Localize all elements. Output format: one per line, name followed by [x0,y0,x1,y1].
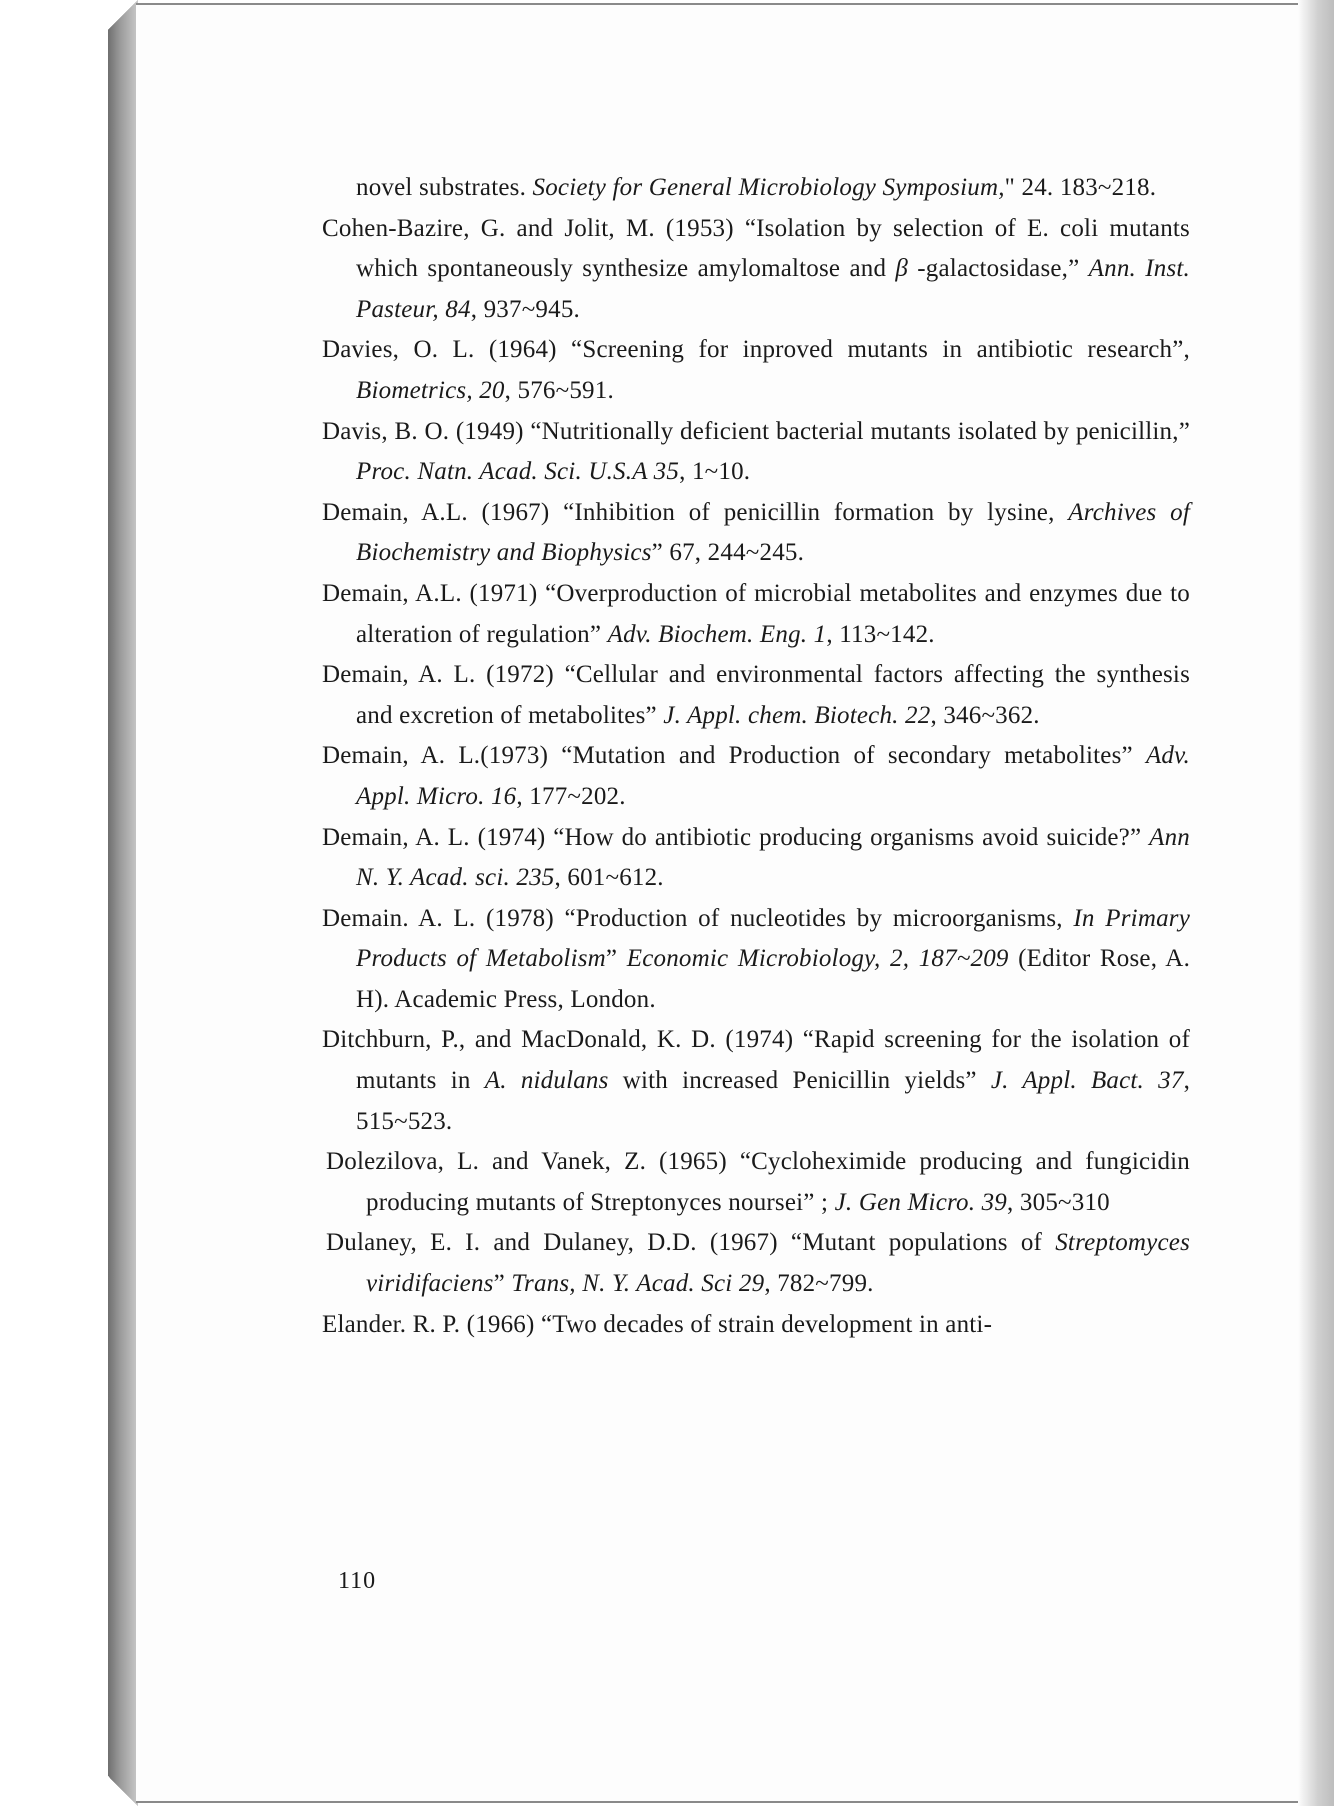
reference-text: , 113~142. [826,620,935,648]
reference-text: , 346~362. [930,701,1040,729]
reference-entry [322,168,1190,209]
book-edge [108,0,138,1806]
reference-list [322,168,1190,1345]
reference-italic-text: J. Appl. Bact. 37 [990,1067,1184,1095]
reference-text: Demain. A. L. (1978) “Production of nucleotides by microorganisms, [322,904,1074,932]
reference-italic-text: J. Gen Micro. 39 [834,1188,1008,1216]
page-shadow [1298,0,1334,1806]
reference-text: , 782~799. [764,1270,874,1298]
reference-italic-text: Proc. Natn. Acad. Sci. U.S.A 35 [356,458,680,486]
reference-text: , 1~10. [679,458,751,486]
reference-entry [322,574,1190,655]
reference-text: , 937~945. [470,295,580,323]
reference-text: Demain, A. L. (1972) “Cellular and environmental factors affecting the synthesis and excretion of metabolites” [322,661,1190,729]
reference-text: ” 67, 244~245. [651,539,805,567]
reference-italic-text: Economic Microbiology, 2, 187~209 [626,945,1009,973]
reference-italic-text: Adv. Appl. Micro. 16 [356,742,1190,810]
reference-entry [322,412,1190,493]
reference-text: Demain, A.L. (1971) “Overproduction of microbial metabolites and enzymes due to alteration of regulation” [322,579,1190,648]
reference-text: , 601~612. [554,864,664,892]
reference-italic-text: Ann N. Y. Acad. sci. 235 [356,823,1190,892]
reference-italic-text: Trans, N. Y. Acad. Sci 29 [511,1270,765,1298]
reference-italic-text: Adv. Biochem. Eng. 1 [607,620,827,648]
reference-text: Ditchburn, P., and MacDonald, K. D. (1974) “Rapid screening for the isolation of mutants in [322,1026,1190,1095]
reference-entry [326,1223,1190,1304]
reference-entry [322,655,1190,736]
reference-text: Demain, A. L.(1973) “Mutation and Production of secondary metabolites” [322,742,1146,770]
page-number: 110 [338,1568,377,1594]
reference-entry [322,1305,1190,1346]
reference-text: Demain, A.L. (1967) “Inhibition of penicillin formation by lysine, [322,498,1069,526]
reference-text: Dulaney, E. I. and Dulaney, D.D. (1967) “Mutant populations of [326,1229,1056,1257]
reference-text: , 177~202. [516,782,626,810]
reference-text: (Editor Rose, A. H). Academic Press, London. [356,945,1191,1013]
reference-text: Elander. R. P. (1966) “Two decades of strain development in anti- [322,1310,993,1338]
reference-italic-text: J. Appl. chem. Biotech. 22 [663,701,931,729]
reference-italic-text: In Primary Products of Metabolism [356,904,1190,973]
reference-text: , 515~523. [356,1067,1191,1135]
reference-text: Dolezilova, L. and Vanek, Z. (1965) “Cycloheximide producing and fungicidin producing mutants of Streptonyces noursei” ; [326,1148,1190,1216]
reference-text: ” [605,945,627,973]
reference-text: Cohen-Bazire, G. and Jolit, M. (1953) “Isolation by selection of E. coli mutants which spontaneously synthesize amylomaltose and [322,214,1190,283]
reference-italic-text: β [895,255,909,283]
reference-italic-text: Society for General Microbiology Symposium, [532,174,1005,201]
reference-entry [322,818,1190,899]
reference-text: , 576~591. [504,376,614,404]
reference-text: with increased Penicillin yields” [608,1067,991,1095]
reference-entry [322,493,1190,574]
reference-italic-text: Ann. Inst. Pasteur, 84 [356,255,1190,323]
reference-text: -galactosidase,” [908,255,1089,283]
reference-text: " 24. 183~218. [1004,174,1157,201]
reference-text: novel substrates. [356,174,533,201]
reference-entry [322,736,1190,817]
reference-entry [326,1142,1190,1223]
reference-text: , 305~310 [1007,1188,1110,1216]
reference-text: ” [493,1270,512,1298]
reference-italic-text: A. nidulans [484,1067,609,1095]
reference-italic-text: Streptomyces viridifaciens [366,1229,1190,1298]
reference-italic-text: Biometrics, 20 [356,376,505,404]
reference-entry [322,1020,1190,1142]
reference-text: Demain, A. L. (1974) “How do antibiotic producing organisms avoid suicide?” [322,823,1150,851]
reference-entry [322,209,1190,331]
reference-entry [322,330,1190,411]
reference-entry [322,899,1190,1021]
reference-italic-text: Archives of Biochemistry and Biophysics [356,498,1191,567]
reference-text: Davis, B. O. (1949) “Nutritionally deficient bacterial mutants isolated by penicillin,” [322,417,1190,445]
reference-text: Davies, O. L. (1964) “Screening for inproved mutants in antibiotic research”, [322,336,1190,364]
